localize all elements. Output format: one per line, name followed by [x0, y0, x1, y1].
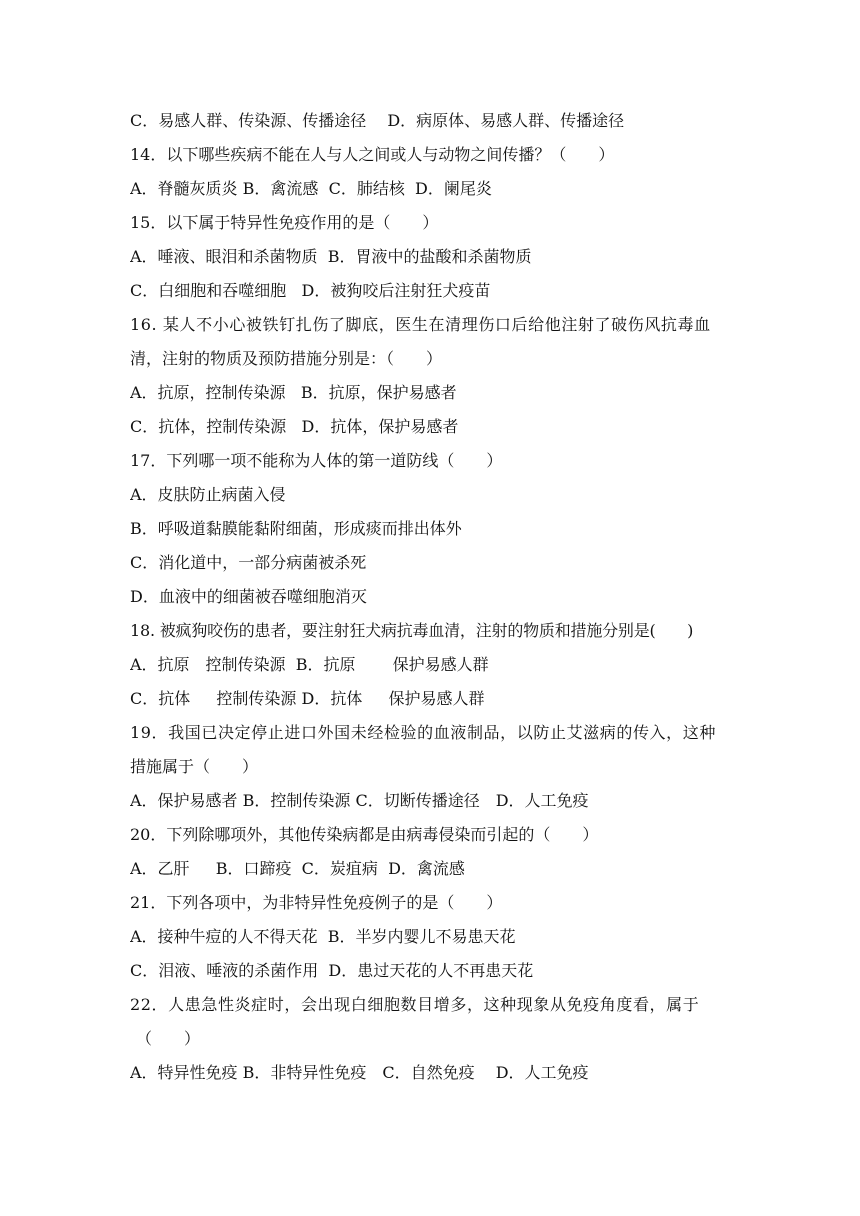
- q20-stem: 20．下列除哪项外，其他传染病都是由病毒侵染而引起的（ ）: [130, 825, 599, 844]
- q16-options-ab: A．抗原，控制传染源 B．抗原，保护易感者: [130, 383, 457, 402]
- q22-stem-line1: 22．人患急性炎症时，会出现白细胞数目增多，这种现象从免疫角度看，属于: [130, 995, 700, 1014]
- q21-options-ab: A．接种牛痘的人不得天花 B．半岁内婴儿不易患天花: [130, 927, 516, 946]
- q19-stem-line2: 措施属于（ ）: [130, 757, 259, 776]
- q18-stem: 18. 被疯狗咬伤的患者，要注射狂犬病抗毒血清，注射的物质和措施分别是( ): [130, 621, 694, 640]
- q16-stem-line1: 16. 某人不小心被铁钉扎伤了脚底，医生在清理伤口后给他注射了破伤风抗毒血: [130, 315, 711, 334]
- q16-options-cd: C．抗体，控制传染源 D．抗体，保护易感者: [130, 417, 459, 436]
- q17-stem: 17．下列哪一项不能称为人体的第一道防线（ ）: [130, 451, 503, 470]
- q21-stem: 21．下列各项中，为非特异性免疫例子的是（ ）: [130, 893, 503, 912]
- q22-stem-line2: （ ）: [136, 1029, 201, 1048]
- q21-options-cd: C．泪液、唾液的杀菌作用 D．患过天花的人不再患天花: [130, 961, 534, 980]
- q15-options-cd: C．白细胞和吞噬细胞 D．被狗咬后注射狂犬疫苗: [130, 281, 491, 300]
- q13-options-cd: C．易感人群、传染源、传播途径 D．病原体、易感人群、传播途径: [130, 111, 625, 130]
- q16-stem-line2: 清，注射的物质及预防措施分别是：（ ）: [130, 349, 443, 368]
- question-text-block: [130, 104, 740, 1090]
- q14-options: A．脊髓灰质炎 B．禽流感 C．肺结核 D．阑尾炎: [130, 179, 492, 198]
- q17-option-a: A．皮肤防止病菌入侵: [130, 485, 286, 504]
- q19-stem-line1: 19．我国已决定停止进口外国未经检验的血液制品，以防止艾滋病的传入，这种: [130, 723, 716, 742]
- q19-options: A．保护易感者 B．控制传染源 C．切断传播途径 D．人工免疫: [130, 791, 589, 810]
- q17-option-c: C．消化道中，一部分病菌被杀死: [130, 553, 367, 572]
- q17-option-d: D．血液中的细菌被吞噬细胞消灭: [130, 587, 367, 606]
- q15-options-ab: A．唾液、眼泪和杀菌物质 B．胃液中的盐酸和杀菌物质: [130, 247, 532, 266]
- q18-options-ab: A．抗原 控制传染源 B．抗原 保护易感人群: [130, 655, 489, 674]
- q22-options: A．特异性免疫 B．非特异性免疫 C．自然免疫 D．人工免疫: [130, 1063, 589, 1082]
- q17-option-b: B．呼吸道黏膜能黏附细菌，形成痰而排出体外: [130, 519, 462, 538]
- q14-stem: 14．以下哪些疾病不能在人与人之间或人与动物之间传播？（ ）: [130, 145, 615, 164]
- q15-stem: 15．以下属于特异性免疫作用的是（ ）: [130, 213, 439, 232]
- q18-options-cd: C．抗体 控制传染源 D．抗体 保护易感人群: [130, 689, 485, 708]
- q20-options: A．乙肝 B．口蹄疫 C．炭疽病 D．禽流感: [130, 859, 465, 878]
